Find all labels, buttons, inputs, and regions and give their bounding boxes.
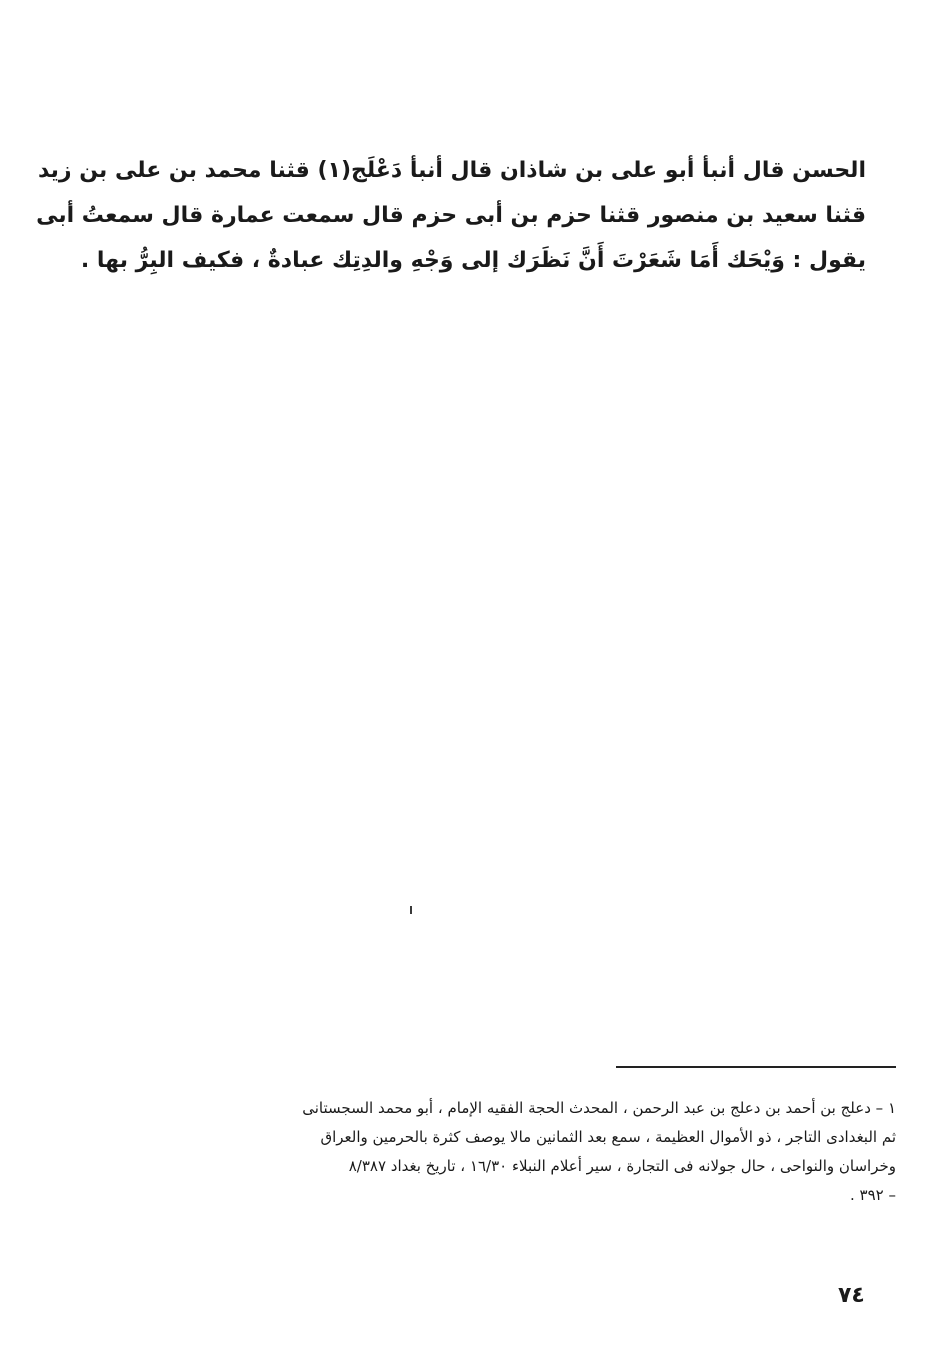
- main-text-line-3: يقول : وَيْحَك أَمَا شَعَرْتَ أَنَّ نَظَرَك إلى وَجْهِ والدِتِك عبادةٌ ، فكيف البِرُّ بها .: [80, 248, 866, 273]
- footnote-line-4: – ٣٩٢ .: [850, 1186, 896, 1204]
- main-text-line-2: قثنا سعيد بن منصور قثنا حزم بن أبى حزم قال سمعت عمارة قال سمعتُ أبى: [36, 203, 866, 228]
- footnote-line-2: ثم البغدادى التاجر ، ذو الأموال العظيمة ، سمع بعد الثمانين مالا يوصف كثرة بالحرمين والعراق: [320, 1128, 896, 1146]
- footnote-block: [148, 1094, 896, 1210]
- footnote-line-3: وخراسان والنواحى ، حال جولانه فى التجارة ، سير أعلام النبلاء ١٦/٣٠ ، تاريخ بغداد ٨/٣٨٧: [348, 1157, 896, 1175]
- footnote-separator-rule: [616, 1066, 896, 1068]
- main-text-block: [36, 148, 866, 283]
- footnote-line-1: ١ – دعلج بن أحمد بن دعلج بن عبد الرحمن ، المحدث الحجة الفقيه الإمام ، أبو محمد السجستانى: [302, 1099, 896, 1117]
- page-number: ٧٤: [838, 1283, 865, 1308]
- main-text-line-1: الحسن قال أنبأ أبو على بن شاذان قال أنبأ دَعْلَج(١) قثنا محمد بن على بن زيد: [37, 158, 866, 183]
- stray-ink-mark: [410, 906, 412, 914]
